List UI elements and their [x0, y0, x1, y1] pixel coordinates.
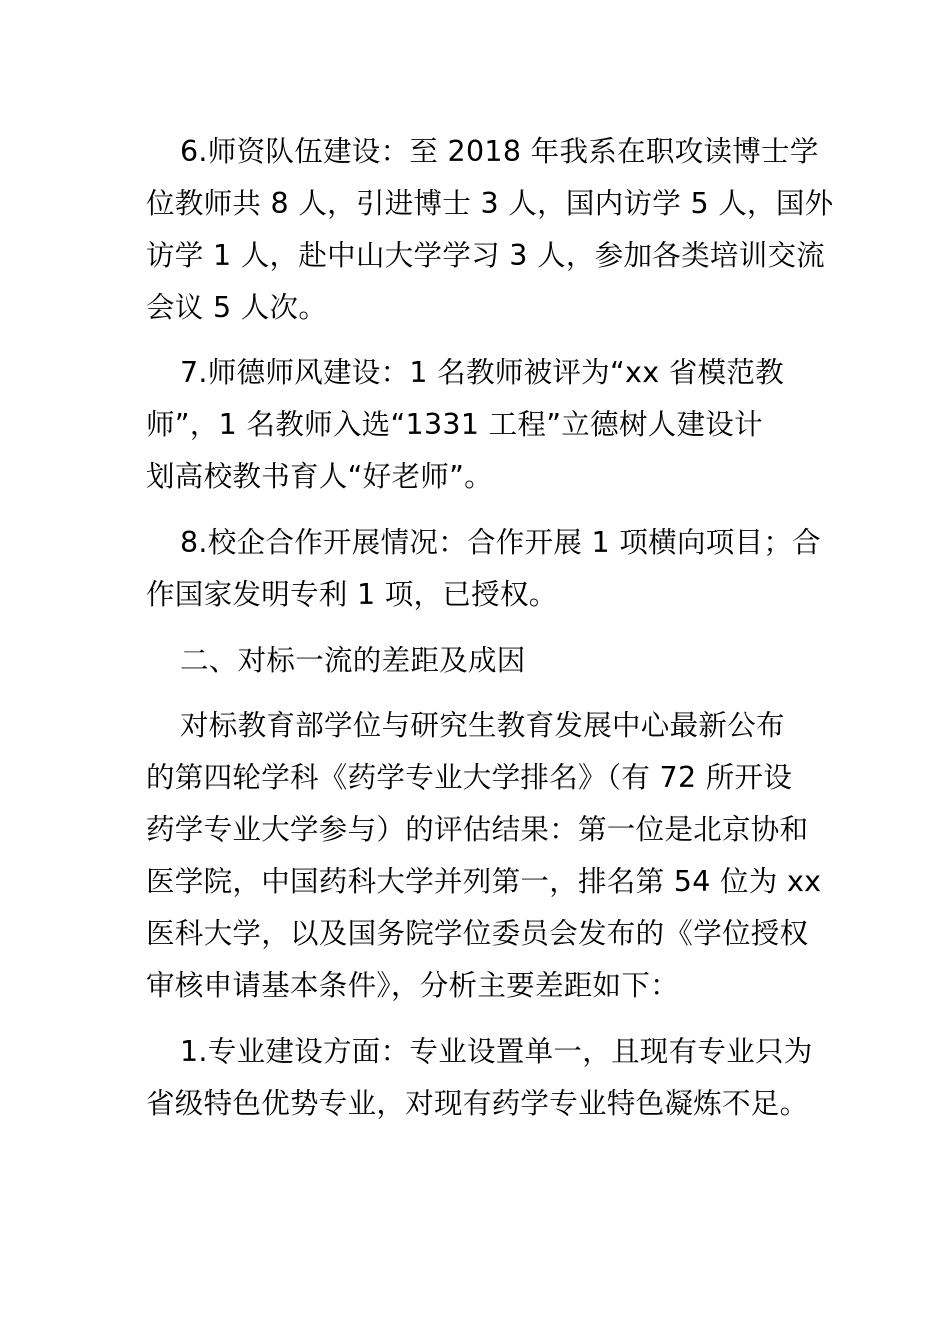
- text-line: 的第四轮学科《药学专业大学排名》（有 72 所开设: [146, 761, 793, 794]
- text-line: 会议 5 人次。: [146, 291, 328, 324]
- paragraph-faculty-team: [146, 126, 834, 334]
- text-line: 对标教育部学位与研究生教育发展中心最新公布: [180, 709, 785, 742]
- text-line: 审核申请基本条件》，分析主要差距如下：: [146, 969, 679, 1002]
- text-line: 位教师共 8 人，引进博士 3 人，国内访学 5 人，国外: [146, 187, 834, 220]
- paragraph-benchmark: [146, 700, 822, 1012]
- text-line: 医科大学，以及国务院学位委员会发布的《学位授权: [146, 917, 809, 950]
- text-line: 医学院，中国药科大学并列第一，排名第 54 位为 xx: [146, 865, 822, 898]
- text-line: 划高校教书育人“好老师”。: [146, 460, 493, 493]
- paragraph-teacher-ethics: [146, 347, 811, 503]
- text-line: 访学 1 人，赴中山大学学习 3 人，参加各类培训交流: [146, 239, 826, 272]
- text-line: 7.师德师风建设：1 名教师被评为“xx 省模范教: [180, 356, 784, 389]
- text-line: 6.师资队伍建设：至 2018 年我系在职攻读博士学: [180, 135, 819, 168]
- text-line: 药学专业大学参与）的评估结果：第一位是北京协和: [146, 813, 809, 846]
- section-heading: [146, 635, 811, 687]
- text-line: 作国家发明专利 1 项，已授权。: [146, 578, 558, 611]
- text-line: 二、对标一流的差距及成因: [180, 644, 526, 677]
- text-line: 8.校企合作开展情况：合作开展 1 项横向项目；合: [180, 526, 821, 559]
- text-line: 省级特色优势专业，对现有药学专业特色凝炼不足。: [146, 1087, 809, 1120]
- document-page: [146, 126, 834, 1130]
- paragraph-major-construction: [146, 1026, 811, 1130]
- text-line: 1.专业建设方面：专业设置单一，且现有专业只为: [180, 1035, 813, 1068]
- paragraph-school-enterprise: [146, 517, 821, 621]
- text-line: 师”，1 名教师入选“1331 工程”立德树人建设计: [146, 408, 763, 441]
